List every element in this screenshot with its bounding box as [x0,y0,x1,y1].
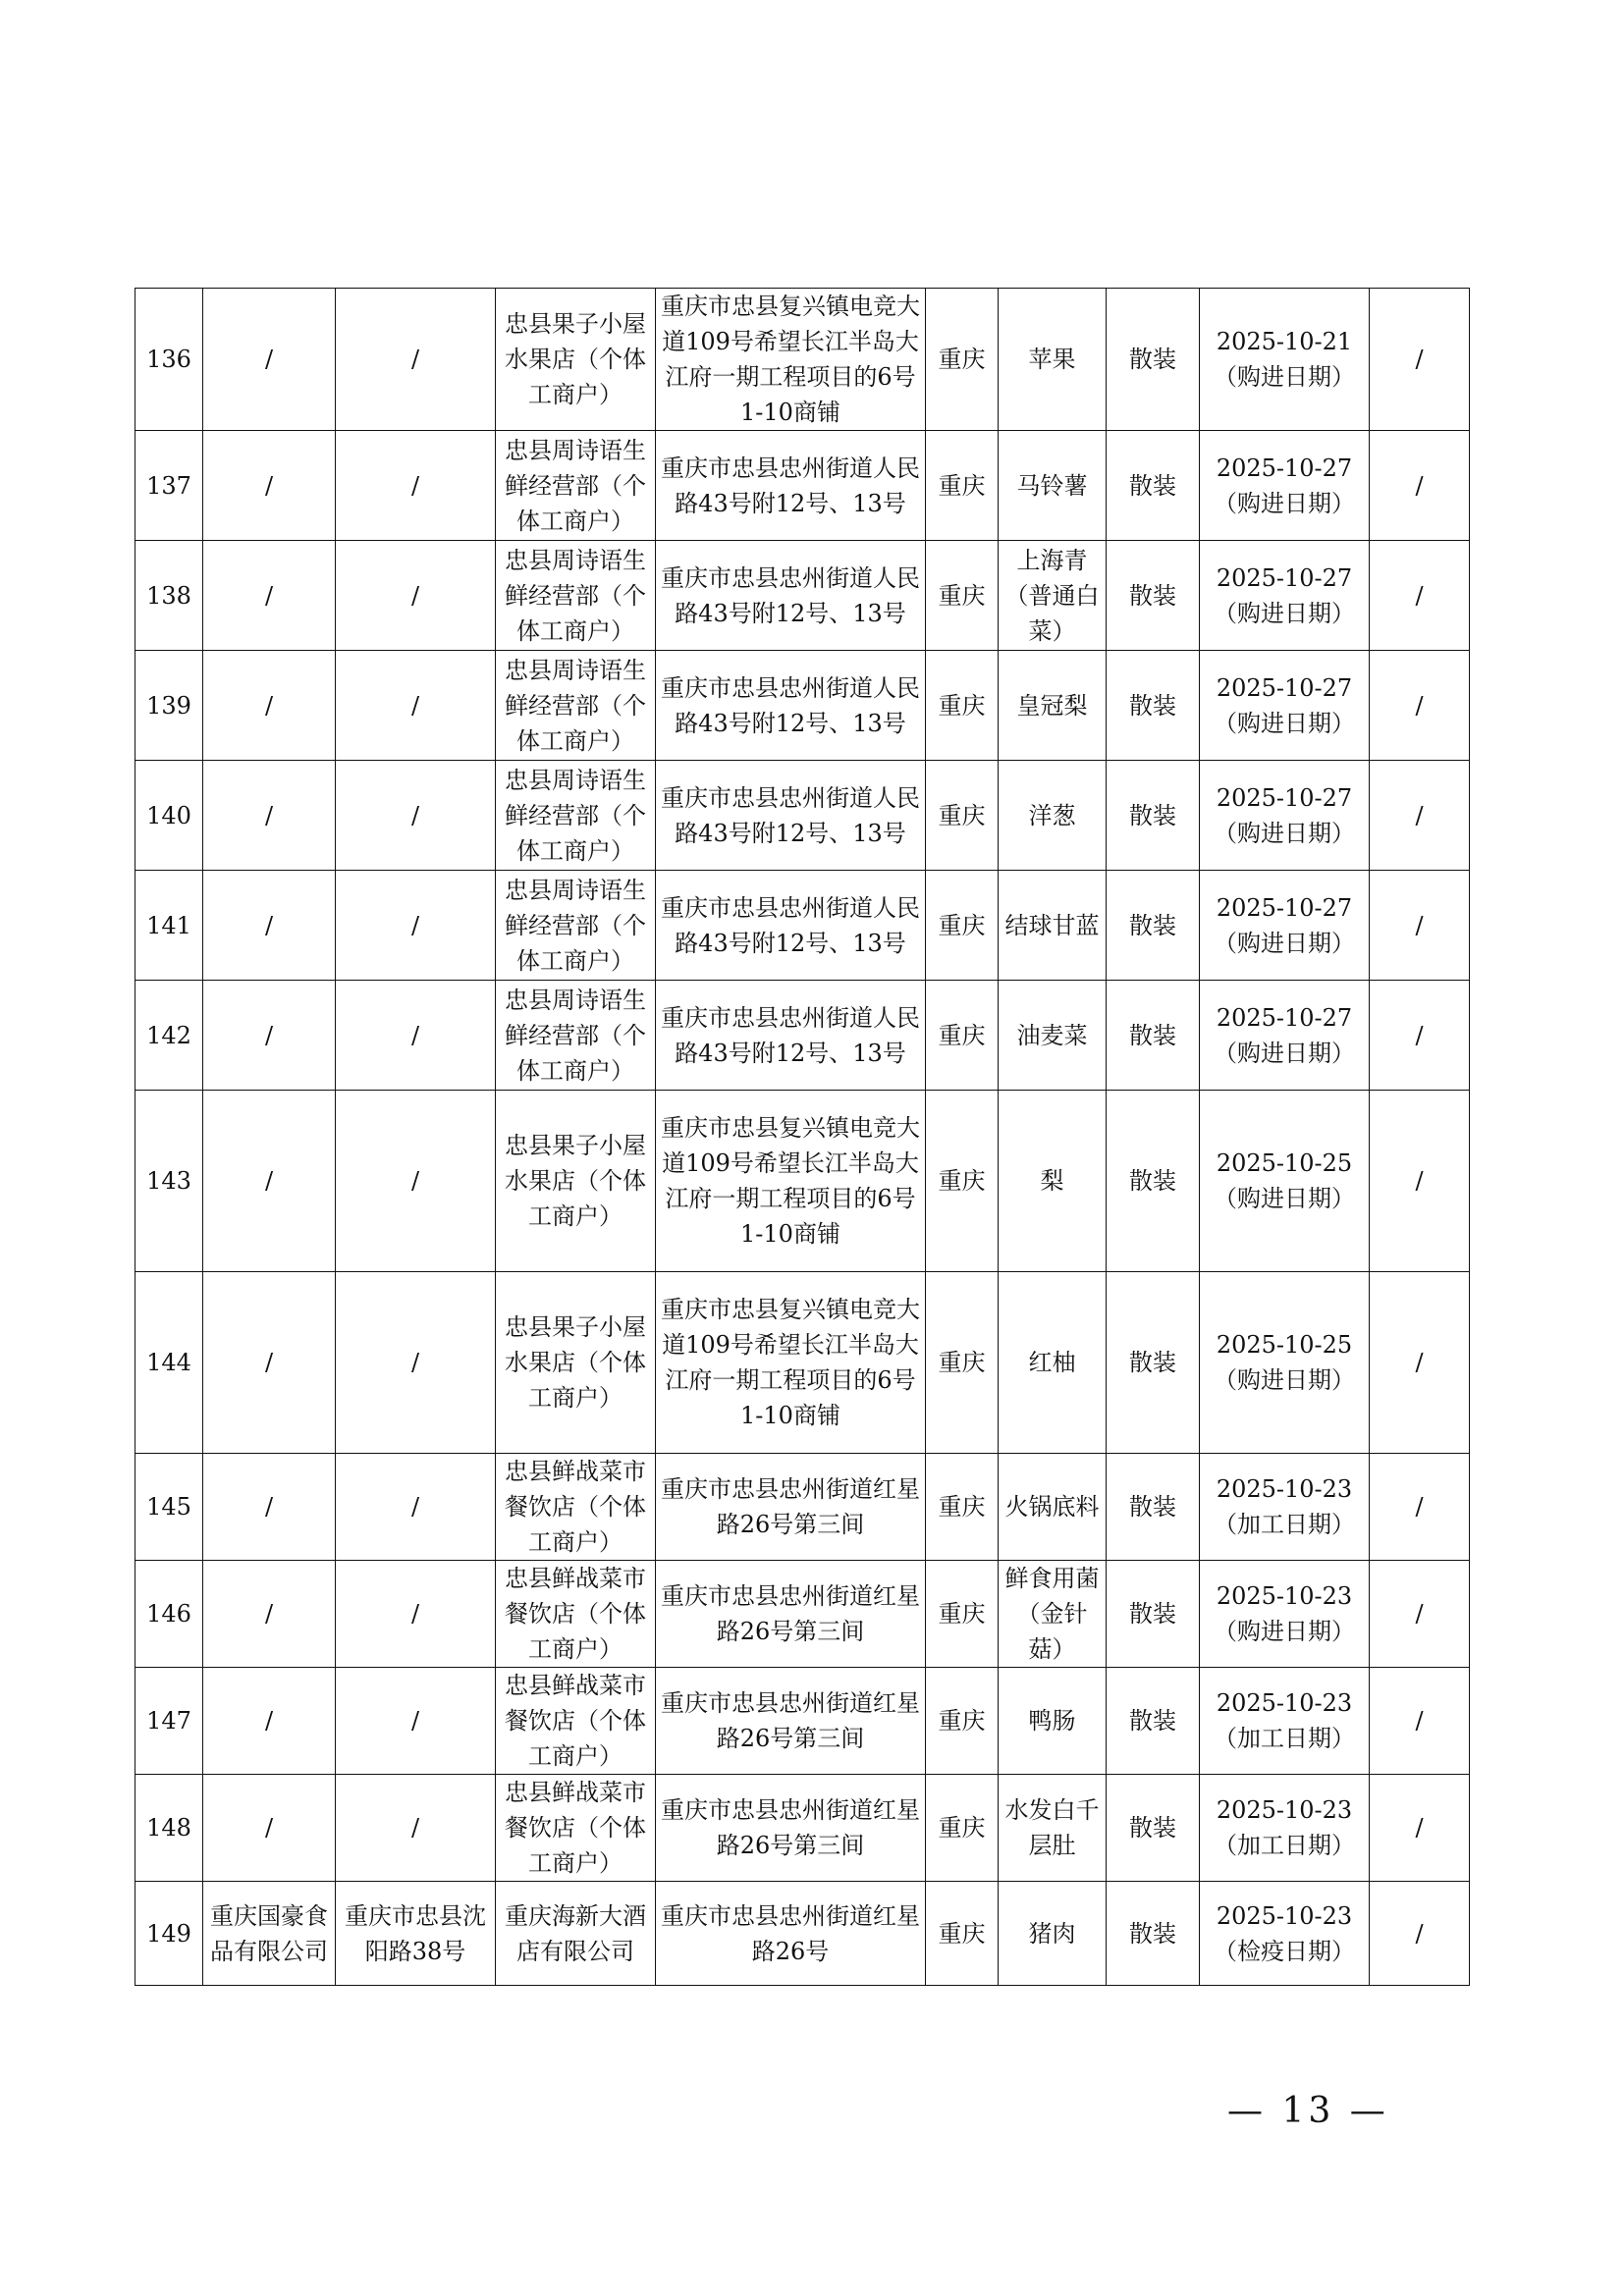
cell-seller-name: 忠县周诗语生鲜经营部（个体工商户） [496,431,656,541]
cell-seller-address: 重庆市忠县忠州街道红星路26号第三间 [656,1668,926,1775]
cell-date [1200,1882,1370,1986]
date-type: （加工日期） [1214,1832,1355,1859]
cell-producer-address: / [336,651,496,761]
cell-seller-name: 忠县果子小屋水果店（个体工商户） [496,289,656,431]
cell-serial-number: 137 [135,431,203,541]
cell-producer-name: / [203,651,336,761]
cell-date [1200,1454,1370,1561]
cell-serial-number: 146 [135,1561,203,1668]
cell-producer-address: / [336,431,496,541]
cell-specification: 散装 [1107,541,1200,651]
date-value: 2025-10-27 [1216,1003,1353,1032]
cell-producer-address: / [336,1561,496,1668]
date-type: （购进日期） [1214,819,1355,847]
cell-specification: 散装 [1107,1668,1200,1775]
cell-serial-number: 138 [135,541,203,651]
cell-brand: / [1370,1882,1470,1986]
cell-serial-number: 141 [135,871,203,981]
cell-province: 重庆 [926,761,999,871]
cell-specification: 散装 [1107,651,1200,761]
cell-food-name: 火锅底料 [999,1454,1107,1561]
date-value: 2025-10-25 [1216,1149,1353,1177]
date-value: 2025-10-27 [1216,783,1353,812]
cell-seller-name: 忠县周诗语生鲜经营部（个体工商户） [496,981,656,1091]
cell-seller-address: 重庆市忠县忠州街道人民路43号附12号、13号 [656,651,926,761]
cell-food-name: 马铃薯 [999,431,1107,541]
cell-food-name: 结球甘蓝 [999,871,1107,981]
cell-seller-address: 重庆市忠县复兴镇电竞大道109号希望长江半岛大江府一期工程项目的6号1-10商铺 [656,1272,926,1454]
cell-producer-name: / [203,1272,336,1454]
date-type: （购进日期） [1214,363,1355,391]
cell-producer-address: / [336,1091,496,1272]
cell-food-name: 洋葱 [999,761,1107,871]
cell-specification: 散装 [1107,1272,1200,1454]
cell-date [1200,981,1370,1091]
cell-seller-name: 忠县鲜战菜市餐饮店（个体工商户） [496,1775,656,1882]
cell-serial-number: 142 [135,981,203,1091]
cell-producer-name: / [203,1775,336,1882]
date-type: （购进日期） [1214,489,1355,517]
cell-producer-address: / [336,289,496,431]
cell-producer-name: / [203,761,336,871]
date-value: 2025-10-23 [1216,1582,1353,1610]
date-value: 2025-10-27 [1216,563,1353,592]
cell-producer-address: / [336,1454,496,1561]
cell-brand: / [1370,1091,1470,1272]
cell-specification: 散装 [1107,1775,1200,1882]
date-type: （购进日期） [1214,709,1355,737]
cell-date [1200,871,1370,981]
cell-serial-number: 139 [135,651,203,761]
cell-date [1200,541,1370,651]
cell-producer-address: 重庆市忠县沈阳路38号 [336,1882,496,1986]
cell-producer-address: / [336,1668,496,1775]
table-row [135,1091,1470,1272]
cell-serial-number: 143 [135,1091,203,1272]
cell-date [1200,1091,1370,1272]
cell-province: 重庆 [926,289,999,431]
cell-producer-address: / [336,761,496,871]
cell-producer-name: / [203,871,336,981]
cell-seller-name: 忠县鲜战菜市餐饮店（个体工商户） [496,1668,656,1775]
cell-food-name: 苹果 [999,289,1107,431]
cell-producer-address: / [336,981,496,1091]
cell-food-name: 鲜食用菌（金针菇） [999,1561,1107,1668]
date-type: （购进日期） [1214,1039,1355,1067]
cell-province: 重庆 [926,541,999,651]
cell-producer-name: / [203,1668,336,1775]
cell-province: 重庆 [926,871,999,981]
cell-province: 重庆 [926,651,999,761]
cell-seller-name: 重庆海新大酒店有限公司 [496,1882,656,1986]
cell-seller-name: 忠县鲜战菜市餐饮店（个体工商户） [496,1561,656,1668]
date-value: 2025-10-27 [1216,673,1353,702]
cell-seller-address: 重庆市忠县忠州街道人民路43号附12号、13号 [656,981,926,1091]
cell-seller-address: 重庆市忠县忠州街道红星路26号第三间 [656,1775,926,1882]
cell-province: 重庆 [926,1775,999,1882]
cell-specification: 散装 [1107,289,1200,431]
cell-producer-name: / [203,289,336,431]
date-value: 2025-10-23 [1216,1689,1353,1717]
cell-date [1200,431,1370,541]
cell-seller-address: 重庆市忠县复兴镇电竞大道109号希望长江半岛大江府一期工程项目的6号1-10商铺 [656,1091,926,1272]
cell-seller-address: 重庆市忠县忠州街道人民路43号附12号、13号 [656,761,926,871]
date-type: （检疫日期） [1214,1937,1355,1965]
cell-serial-number: 136 [135,289,203,431]
cell-date [1200,1272,1370,1454]
table-row [135,651,1470,761]
cell-brand: / [1370,761,1470,871]
date-value: 2025-10-27 [1216,454,1353,482]
cell-producer-name: / [203,1454,336,1561]
cell-date [1200,1775,1370,1882]
cell-specification: 散装 [1107,431,1200,541]
cell-seller-name: 忠县鲜战菜市餐饮店（个体工商户） [496,1454,656,1561]
cell-seller-name: 忠县周诗语生鲜经营部（个体工商户） [496,651,656,761]
cell-producer-name: 重庆国豪食品有限公司 [203,1882,336,1986]
date-type: （加工日期） [1214,1725,1355,1752]
cell-brand: / [1370,1561,1470,1668]
cell-seller-name: 忠县周诗语生鲜经营部（个体工商户） [496,871,656,981]
table-row [135,541,1470,651]
cell-brand: / [1370,871,1470,981]
cell-serial-number: 147 [135,1668,203,1775]
cell-food-name: 皇冠梨 [999,651,1107,761]
cell-date [1200,761,1370,871]
table-row [135,1668,1470,1775]
date-type: （购进日期） [1214,1366,1355,1394]
cell-brand: / [1370,1775,1470,1882]
cell-seller-address: 重庆市忠县复兴镇电竞大道109号希望长江半岛大江府一期工程项目的6号1-10商铺 [656,289,926,431]
cell-food-name: 红柚 [999,1272,1107,1454]
cell-producer-address: / [336,1272,496,1454]
date-value: 2025-10-21 [1216,328,1353,355]
cell-province: 重庆 [926,1561,999,1668]
cell-specification: 散装 [1107,1882,1200,1986]
cell-brand: / [1370,651,1470,761]
cell-province: 重庆 [926,1668,999,1775]
date-value: 2025-10-23 [1216,1475,1353,1503]
date-type: （购进日期） [1214,1185,1355,1212]
table-row [135,981,1470,1091]
cell-date [1200,651,1370,761]
cell-producer-name: / [203,541,336,651]
date-type: （购进日期） [1214,929,1355,957]
date-value: 2025-10-23 [1216,1796,1353,1824]
cell-producer-address: / [336,1775,496,1882]
date-type: （购进日期） [1214,599,1355,627]
cell-specification: 散装 [1107,1454,1200,1561]
cell-food-name: 油麦菜 [999,981,1107,1091]
cell-serial-number: 145 [135,1454,203,1561]
cell-brand: / [1370,981,1470,1091]
cell-serial-number: 148 [135,1775,203,1882]
cell-seller-name: 忠县周诗语生鲜经营部（个体工商户） [496,541,656,651]
cell-seller-address: 重庆市忠县忠州街道红星路26号第三间 [656,1454,926,1561]
cell-date [1200,1561,1370,1668]
cell-serial-number: 149 [135,1882,203,1986]
cell-producer-address: / [336,541,496,651]
cell-producer-name: / [203,1561,336,1668]
cell-producer-name: / [203,431,336,541]
cell-province: 重庆 [926,1454,999,1561]
cell-food-name: 猪肉 [999,1882,1107,1986]
cell-brand: / [1370,1668,1470,1775]
cell-date [1200,1668,1370,1775]
cell-seller-address: 重庆市忠县忠州街道人民路43号附12号、13号 [656,431,926,541]
cell-brand: / [1370,1272,1470,1454]
table-body [135,289,1470,1986]
table-row [135,871,1470,981]
cell-specification: 散装 [1107,1091,1200,1272]
cell-producer-address: / [336,871,496,981]
sampling-results-table [135,288,1470,1986]
cell-specification: 散装 [1107,1561,1200,1668]
cell-province: 重庆 [926,431,999,541]
cell-food-name: 水发白千层肚 [999,1775,1107,1882]
cell-province: 重庆 [926,1882,999,1986]
cell-food-name: 上海青（普通白菜） [999,541,1107,651]
table-row [135,1561,1470,1668]
date-type: （购进日期） [1214,1618,1355,1645]
cell-province: 重庆 [926,981,999,1091]
cell-specification: 散装 [1107,871,1200,981]
cell-seller-address: 重庆市忠县忠州街道人民路43号附12号、13号 [656,541,926,651]
date-value: 2025-10-27 [1216,893,1353,922]
cell-date [1200,289,1370,431]
cell-serial-number: 144 [135,1272,203,1454]
page-number: — 13 — [1227,2091,1389,2131]
date-value: 2025-10-25 [1216,1331,1353,1359]
table-row [135,1454,1470,1561]
table-row [135,1272,1470,1454]
cell-brand: / [1370,431,1470,541]
cell-brand: / [1370,289,1470,431]
cell-seller-address: 重庆市忠县忠州街道红星路26号第三间 [656,1561,926,1668]
cell-seller-name: 忠县果子小屋水果店（个体工商户） [496,1272,656,1454]
table-row [135,431,1470,541]
cell-specification: 散装 [1107,761,1200,871]
cell-seller-address: 重庆市忠县忠州街道红星路26号 [656,1882,926,1986]
table-row [135,1882,1470,1986]
cell-seller-address: 重庆市忠县忠州街道人民路43号附12号、13号 [656,871,926,981]
date-value: 2025-10-23 [1216,1901,1353,1930]
cell-producer-name: / [203,1091,336,1272]
cell-province: 重庆 [926,1091,999,1272]
cell-province: 重庆 [926,1272,999,1454]
cell-brand: / [1370,541,1470,651]
cell-food-name: 梨 [999,1091,1107,1272]
cell-seller-name: 忠县周诗语生鲜经营部（个体工商户） [496,761,656,871]
cell-brand: / [1370,1454,1470,1561]
table-row [135,1775,1470,1882]
cell-serial-number: 140 [135,761,203,871]
date-type: （加工日期） [1214,1511,1355,1538]
cell-seller-name: 忠县果子小屋水果店（个体工商户） [496,1091,656,1272]
table-row [135,761,1470,871]
cell-producer-name: / [203,981,336,1091]
cell-food-name: 鸭肠 [999,1668,1107,1775]
table-row [135,289,1470,431]
cell-specification: 散装 [1107,981,1200,1091]
